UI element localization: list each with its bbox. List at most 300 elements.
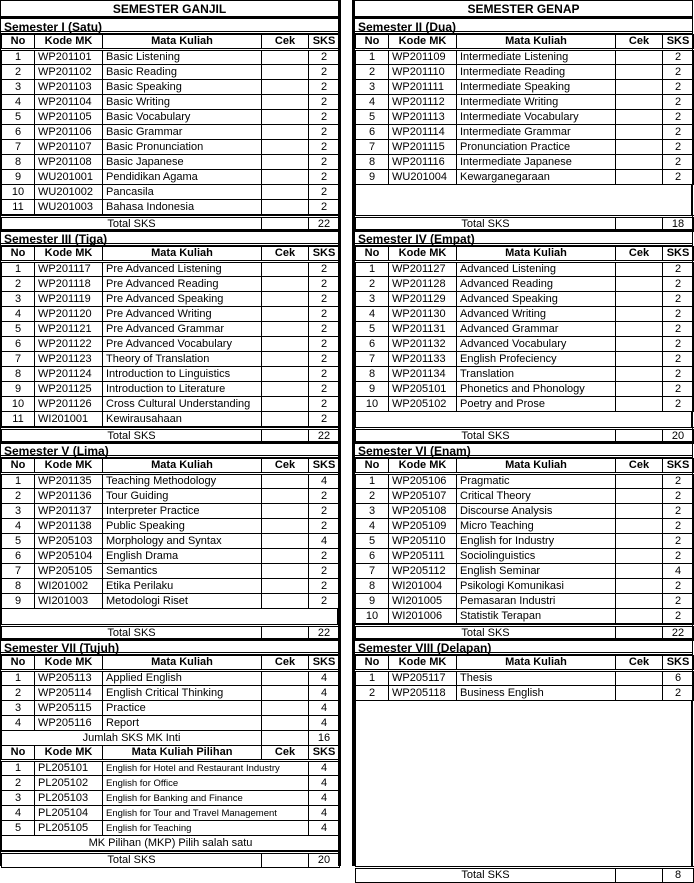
course-code: WP201135: [35, 474, 103, 489]
course-row: [2, 716, 340, 731]
cek-checkbox-cell[interactable]: [262, 594, 309, 609]
total-sks-value: 20: [663, 429, 694, 444]
col-sks: SKS: [663, 656, 694, 671]
course-no: 3: [2, 80, 35, 95]
course-sks: 2: [663, 80, 694, 95]
course-no: 5: [356, 322, 389, 337]
semester-title: Semester II (Dua): [355, 17, 692, 34]
course-name: English Profeciency: [457, 352, 616, 367]
course-code: WP205104: [35, 549, 103, 564]
course-code: WP205113: [35, 671, 103, 686]
col-kode: Kode MK: [35, 459, 103, 474]
course-code: WP201109: [389, 50, 457, 65]
course-sks: 2: [309, 382, 340, 397]
course-row: [356, 564, 694, 579]
course-no: 2: [2, 686, 35, 701]
col-cek: Cek: [262, 459, 309, 474]
cek-checkbox-cell[interactable]: [262, 549, 309, 564]
course-row: [2, 155, 340, 170]
course-name: Psikologi Komunikasi: [457, 579, 616, 594]
course-no: 10: [2, 397, 35, 412]
course-name: Advanced Grammar: [457, 322, 616, 337]
course-row: [2, 806, 340, 821]
course-name: Poetry and Prose: [457, 397, 616, 412]
course-sks: 2: [663, 50, 694, 65]
col-mata-kuliah: Mata Kuliah: [103, 35, 262, 50]
cek-checkbox-cell[interactable]: [262, 489, 309, 504]
cek-checkbox-cell[interactable]: [616, 125, 663, 140]
course-code: WP201104: [35, 95, 103, 110]
course-code: WP205117: [389, 671, 457, 686]
course-sks: 6: [663, 671, 694, 686]
course-code: WP205115: [35, 701, 103, 716]
course-code: WP201136: [35, 489, 103, 504]
course-no: 11: [2, 200, 35, 215]
course-no: 1: [356, 671, 389, 686]
course-sks: 2: [309, 140, 340, 155]
total-row: [2, 731, 340, 746]
course-row: [356, 474, 694, 489]
elective-note: MK Pilihan (MKP) Pilih salah satu: [2, 836, 340, 851]
cek-checkbox-cell[interactable]: [262, 80, 309, 95]
col-mata-kuliah: Mata Kuliah: [457, 656, 616, 671]
course-no: 6: [2, 337, 35, 352]
course-no: 8: [356, 367, 389, 382]
course-row: [2, 262, 340, 277]
course-name: Advanced Writing: [457, 307, 616, 322]
cek-checkbox-cell[interactable]: [616, 322, 663, 337]
col-kode: Kode MK: [389, 459, 457, 474]
course-sks: 2: [663, 397, 694, 412]
course-sks: 2: [309, 80, 340, 95]
col-kode: Kode MK: [35, 746, 103, 761]
course-no: 5: [2, 821, 35, 836]
col-kode: Kode MK: [389, 35, 457, 50]
course-code: WP201121: [35, 322, 103, 337]
total-cek-cell: [262, 853, 309, 868]
col-sks: SKS: [309, 459, 340, 474]
course-name: Basic Japanese: [103, 155, 262, 170]
col-no: No: [356, 656, 389, 671]
course-sks: 2: [663, 549, 694, 564]
course-row: [2, 292, 340, 307]
cek-checkbox-cell[interactable]: [262, 519, 309, 534]
course-sks: 2: [309, 519, 340, 534]
course-name: Morphology and Syntax: [103, 534, 262, 549]
course-code: WP201105: [35, 110, 103, 125]
course-sks: 2: [309, 549, 340, 564]
col-mata-kuliah: Mata Kuliah: [103, 247, 262, 262]
cek-checkbox-cell[interactable]: [616, 504, 663, 519]
cek-checkbox-cell[interactable]: [616, 262, 663, 277]
cek-checkbox-cell[interactable]: [262, 474, 309, 489]
semester-title: Semester VI (Enam): [355, 441, 692, 458]
course-sks: 2: [663, 489, 694, 504]
col-no: No: [356, 247, 389, 262]
cek-checkbox-cell[interactable]: [262, 95, 309, 110]
course-sks: 2: [309, 397, 340, 412]
col-sks: SKS: [309, 247, 340, 262]
course-code: WP201108: [35, 155, 103, 170]
course-code: WP205103: [35, 534, 103, 549]
semester-title: Semester VIII (Delapan): [355, 638, 692, 655]
course-no: 7: [2, 564, 35, 579]
course-code: WI201003: [35, 594, 103, 609]
course-name: Basic Grammar: [103, 125, 262, 140]
course-name: Interpreter Practice: [103, 504, 262, 519]
course-sks: 2: [663, 170, 694, 185]
course-no: 1: [2, 761, 35, 776]
course-row: [356, 489, 694, 504]
empty-space: [355, 701, 692, 866]
course-row: [2, 761, 340, 776]
course-row: [356, 277, 694, 292]
cek-checkbox-cell[interactable]: [616, 352, 663, 367]
course-code: WP201119: [35, 292, 103, 307]
course-name: Basic Pronunciation: [103, 140, 262, 155]
course-code: PL205104: [35, 806, 103, 821]
note-row: [2, 836, 340, 851]
cek-checkbox-cell[interactable]: [616, 564, 663, 579]
semester-4-section: [355, 229, 692, 444]
course-sks: 2: [309, 65, 340, 80]
cek-checkbox-cell[interactable]: [616, 65, 663, 80]
cek-checkbox-cell[interactable]: [262, 352, 309, 367]
semester-3-section: [1, 229, 338, 444]
course-row: [2, 412, 340, 427]
course-no: 4: [2, 519, 35, 534]
cek-checkbox-cell[interactable]: [262, 140, 309, 155]
course-name: Advanced Listening: [457, 262, 616, 277]
course-code: WP205108: [389, 504, 457, 519]
course-sks: 2: [663, 322, 694, 337]
course-name: Advanced Speaking: [457, 292, 616, 307]
course-sks: 2: [663, 367, 694, 382]
panel-title: SEMESTER GENAP: [355, 0, 692, 17]
course-code: WP201126: [35, 397, 103, 412]
cek-checkbox-cell[interactable]: [616, 50, 663, 65]
course-table: [355, 655, 694, 701]
course-name: English for Office: [103, 776, 309, 791]
course-name: Intermediate Listening: [457, 50, 616, 65]
cek-checkbox-cell[interactable]: [262, 185, 309, 200]
cek-checkbox-cell[interactable]: [616, 307, 663, 322]
course-code: WP201137: [35, 504, 103, 519]
course-no: 7: [356, 352, 389, 367]
course-no: 9: [356, 594, 389, 609]
course-row: [2, 671, 340, 686]
cek-checkbox-cell[interactable]: [616, 110, 663, 125]
col-sks: SKS: [309, 746, 340, 761]
cek-checkbox-cell[interactable]: [616, 579, 663, 594]
cek-checkbox-cell[interactable]: [616, 337, 663, 352]
cek-checkbox-cell[interactable]: [616, 671, 663, 686]
total-label: Total SKS: [2, 853, 262, 868]
course-no: 5: [2, 322, 35, 337]
course-code: WU201004: [389, 170, 457, 185]
cek-checkbox-cell[interactable]: [262, 292, 309, 307]
course-table: [1, 655, 340, 851]
course-name: Kewirausahaan: [103, 412, 262, 427]
course-row: [356, 292, 694, 307]
course-table: [1, 34, 340, 215]
course-name: English Critical Thinking: [103, 686, 262, 701]
cek-checkbox-cell[interactable]: [616, 155, 663, 170]
course-row: [2, 382, 340, 397]
col-cek: Cek: [262, 247, 309, 262]
cek-checkbox-cell[interactable]: [616, 277, 663, 292]
course-no: 7: [2, 140, 35, 155]
cek-checkbox-cell[interactable]: [262, 65, 309, 80]
course-name: Intermediate Reading: [457, 65, 616, 80]
course-row: [2, 534, 340, 549]
col-no: No: [2, 35, 35, 50]
course-code: WP205116: [35, 716, 103, 731]
course-code: WI201004: [389, 579, 457, 594]
cek-checkbox-cell[interactable]: [262, 50, 309, 65]
cek-checkbox-cell[interactable]: [616, 382, 663, 397]
course-name: Pre Advanced Writing: [103, 307, 262, 322]
course-row: [2, 367, 340, 382]
course-code: WP201127: [389, 262, 457, 277]
total-sks-value: 22: [309, 626, 340, 641]
col-no: No: [2, 656, 35, 671]
empty-space: [355, 185, 692, 215]
course-no: 2: [2, 489, 35, 504]
cek-checkbox-cell[interactable]: [262, 170, 309, 185]
cek-checkbox-cell[interactable]: [616, 609, 663, 624]
course-name: Basic Listening: [103, 50, 262, 65]
course-sks: 2: [663, 140, 694, 155]
course-no: 2: [356, 686, 389, 701]
course-sks: 2: [663, 307, 694, 322]
cek-checkbox-cell[interactable]: [616, 549, 663, 564]
course-row: [2, 95, 340, 110]
cek-checkbox-cell[interactable]: [262, 397, 309, 412]
col-sks: SKS: [309, 35, 340, 50]
course-name: Basic Speaking: [103, 80, 262, 95]
course-no: 4: [356, 95, 389, 110]
course-name: Thesis: [457, 671, 616, 686]
course-no: 4: [356, 519, 389, 534]
course-code: WP201124: [35, 367, 103, 382]
course-name: Pemasaran Industri: [457, 594, 616, 609]
semester-title: Semester VII (Tujuh): [1, 638, 338, 655]
col-sks: SKS: [663, 35, 694, 50]
course-sks: 2: [663, 110, 694, 125]
course-sks: 2: [309, 412, 340, 427]
course-code: WP201118: [35, 277, 103, 292]
course-no: 6: [2, 549, 35, 564]
course-no: 1: [2, 474, 35, 489]
cek-checkbox-cell[interactable]: [262, 125, 309, 140]
course-row: [2, 594, 340, 609]
course-name: Pancasila: [103, 185, 262, 200]
cek-checkbox-cell[interactable]: [262, 322, 309, 337]
col-cek: Cek: [262, 656, 309, 671]
course-name: English for Industry: [457, 534, 616, 549]
cek-checkbox-cell[interactable]: [262, 686, 309, 701]
col-cek: Cek: [616, 247, 663, 262]
cek-checkbox-cell[interactable]: [262, 412, 309, 427]
col-sks: SKS: [309, 656, 340, 671]
cek-checkbox-cell[interactable]: [616, 80, 663, 95]
course-row: [2, 185, 340, 200]
course-no: 3: [2, 791, 35, 806]
course-sks: 2: [663, 579, 694, 594]
course-row: [2, 80, 340, 95]
cek-checkbox-cell[interactable]: [616, 367, 663, 382]
course-sks: 4: [309, 671, 340, 686]
total-label: Total SKS: [356, 217, 616, 232]
course-sks: 2: [309, 489, 340, 504]
cek-checkbox-cell[interactable]: [616, 397, 663, 412]
course-name: Advanced Vocabulary: [457, 337, 616, 352]
cek-checkbox-cell[interactable]: [262, 367, 309, 382]
course-name: Pre Advanced Listening: [103, 262, 262, 277]
cek-checkbox-cell[interactable]: [262, 262, 309, 277]
total-sks-value: 18: [663, 217, 694, 232]
course-row: [356, 579, 694, 594]
course-row: [2, 776, 340, 791]
course-row: [2, 125, 340, 140]
cek-checkbox-cell[interactable]: [616, 95, 663, 110]
cek-checkbox-cell[interactable]: [616, 170, 663, 185]
cek-checkbox-cell[interactable]: [262, 579, 309, 594]
course-name: Bahasa Indonesia: [103, 200, 262, 215]
course-row: [356, 352, 694, 367]
course-no: 5: [356, 110, 389, 125]
total-label: Total SKS: [2, 217, 262, 232]
col-kode: Kode MK: [389, 247, 457, 262]
course-sks: 2: [309, 564, 340, 579]
course-no: 5: [2, 534, 35, 549]
cek-checkbox-cell[interactable]: [262, 534, 309, 549]
semester-1-section: [1, 17, 338, 232]
cek-checkbox-cell[interactable]: [262, 382, 309, 397]
cek-checkbox-cell[interactable]: [262, 716, 309, 731]
course-no: 8: [2, 579, 35, 594]
course-code: PL205102: [35, 776, 103, 791]
course-sks: 2: [309, 322, 340, 337]
header-row: [356, 656, 694, 671]
cek-checkbox-cell[interactable]: [262, 701, 309, 716]
course-row: [356, 155, 694, 170]
course-row: [2, 579, 340, 594]
course-table: [355, 458, 694, 624]
course-sks: 2: [663, 125, 694, 140]
course-name: Business English: [457, 686, 616, 701]
cek-checkbox-cell[interactable]: [616, 140, 663, 155]
course-row: [356, 504, 694, 519]
course-no: 6: [356, 337, 389, 352]
header-row: [2, 35, 340, 50]
total-label: Total SKS: [2, 626, 262, 641]
cek-checkbox-cell[interactable]: [262, 277, 309, 292]
course-table: [355, 34, 694, 185]
total-row: [2, 853, 340, 868]
course-row: [356, 170, 694, 185]
cek-checkbox-cell[interactable]: [616, 292, 663, 307]
cek-checkbox-cell[interactable]: [262, 337, 309, 352]
cek-checkbox-cell[interactable]: [262, 155, 309, 170]
course-row: [356, 382, 694, 397]
course-row: [356, 534, 694, 549]
cek-checkbox-cell[interactable]: [616, 474, 663, 489]
course-code: WI201002: [35, 579, 103, 594]
course-name: Kewarganegaraan: [457, 170, 616, 185]
course-code: WP201130: [389, 307, 457, 322]
course-code: WP201128: [389, 277, 457, 292]
course-row: [2, 489, 340, 504]
cek-checkbox-cell[interactable]: [262, 110, 309, 125]
col-kode: Kode MK: [389, 656, 457, 671]
course-code: WP205107: [389, 489, 457, 504]
course-code: WP201123: [35, 352, 103, 367]
course-name: Sociolinguistics: [457, 549, 616, 564]
course-no: 9: [356, 170, 389, 185]
col-cek: Cek: [616, 656, 663, 671]
course-no: 1: [2, 50, 35, 65]
total-cek-cell: [616, 868, 663, 883]
course-row: [356, 262, 694, 277]
course-name: Introduction to Linguistics: [103, 367, 262, 382]
cek-checkbox-cell[interactable]: [616, 534, 663, 549]
cek-checkbox-cell[interactable]: [262, 564, 309, 579]
course-row: [2, 50, 340, 65]
course-sks: 2: [663, 352, 694, 367]
col-no: No: [356, 35, 389, 50]
course-no: 6: [356, 125, 389, 140]
course-sks: 2: [663, 382, 694, 397]
semester-2-section: [355, 17, 692, 232]
cek-checkbox-cell[interactable]: [616, 489, 663, 504]
course-sks: 4: [309, 791, 340, 806]
cek-checkbox-cell[interactable]: [262, 200, 309, 215]
course-no: 6: [356, 549, 389, 564]
course-name: Micro Teaching: [457, 519, 616, 534]
course-no: 1: [356, 474, 389, 489]
course-no: 4: [2, 95, 35, 110]
semester-genap-panel: [352, 0, 693, 881]
cek-checkbox-cell[interactable]: [262, 671, 309, 686]
course-name: Intermediate Grammar: [457, 125, 616, 140]
course-no: 7: [356, 140, 389, 155]
cek-checkbox-cell[interactable]: [616, 686, 663, 701]
empty-space: [355, 412, 692, 427]
course-no: 3: [2, 292, 35, 307]
cek-checkbox-cell[interactable]: [616, 594, 663, 609]
course-row: [356, 65, 694, 80]
course-code: WP205106: [389, 474, 457, 489]
cek-checkbox-cell[interactable]: [616, 519, 663, 534]
course-sks: 2: [309, 110, 340, 125]
course-name: Pre Advanced Grammar: [103, 322, 262, 337]
course-name: English Seminar: [457, 564, 616, 579]
course-code: WP201138: [35, 519, 103, 534]
course-name: Pre Advanced Vocabulary: [103, 337, 262, 352]
course-code: WP201111: [389, 80, 457, 95]
course-code: WP201120: [35, 307, 103, 322]
course-code: WI201001: [35, 412, 103, 427]
cek-checkbox-cell[interactable]: [262, 504, 309, 519]
course-row: [356, 140, 694, 155]
course-code: PL205101: [35, 761, 103, 776]
course-table: [1, 458, 340, 609]
total-sks-value: 22: [309, 217, 340, 232]
cek-checkbox-cell[interactable]: [262, 307, 309, 322]
course-code: WP201125: [35, 382, 103, 397]
